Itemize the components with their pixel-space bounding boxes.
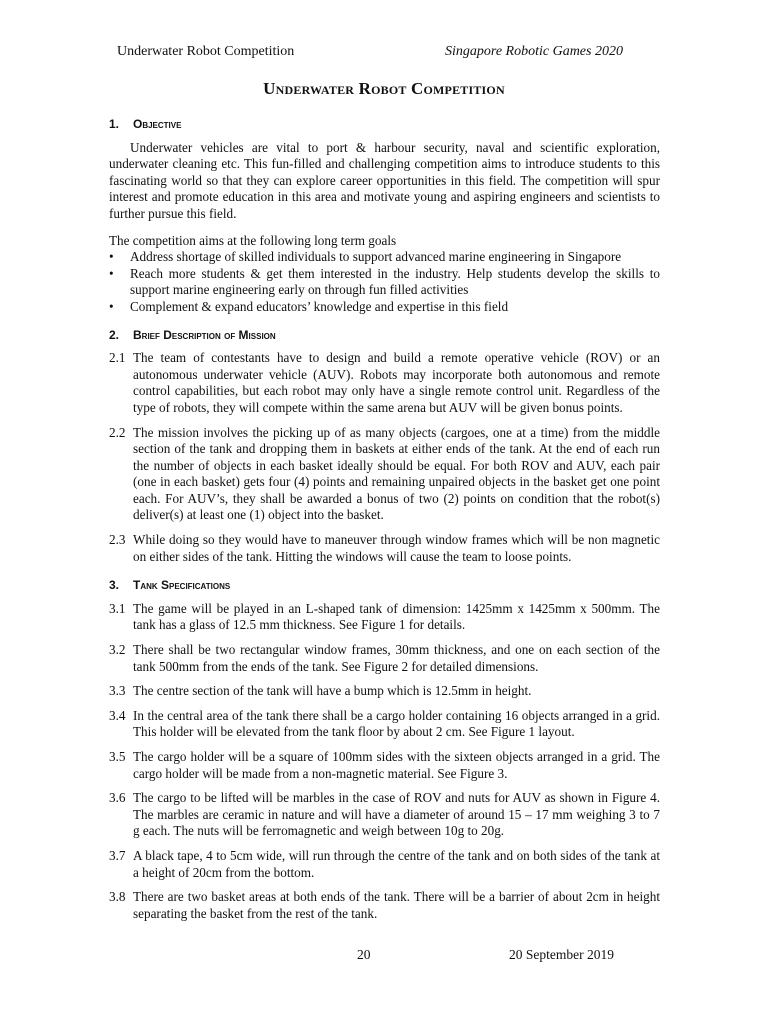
item-text: The mission involves the picking up of as many objects (cargoes, one at a time) from the middle section of the tank and dropping them in baskets at either ends of the tank. At the end of each run the number of objects in each basket ideally should be equal. For both ROV and AUV, each pair (one in each basket) gets four (4) points and remaining unpaired objects in the basket get one point each. For AUV’s, they shall be awarded a bonus of two (2) points on condition that the robot(s) deliver(s) at least one (1) object into the basket. xyxy=(133,424,660,523)
item-number: 3.7 xyxy=(109,847,126,863)
item-number: 3.8 xyxy=(109,889,126,905)
section-number: 2. xyxy=(109,327,120,342)
objective-paragraph: Underwater vehicles are vital to port & harbour security, naval and scientific exploration, underwater cleaning etc. This fun-filled and challenging competition aims to introduce students to this fascinating world so that they can explore career opportunities in this field. The competition will spur interest and promote education in this area and motivate young and aspiring engineers and scientists to further pursue this field. xyxy=(109,139,660,221)
footer-date: 20 September 2019 xyxy=(509,947,614,962)
section-heading-objective xyxy=(109,116,660,133)
section-heading-tank-specifications xyxy=(109,577,660,594)
item-text: A black tape, 4 to 5cm wide, will run through the centre of the tank and on both sides of the tank at a height of 20cm from the bottom. xyxy=(133,847,660,880)
page-number: 20 xyxy=(357,947,371,962)
list-item xyxy=(109,425,660,525)
section-title: Brief Description of Mission xyxy=(133,327,276,342)
bullet-icon: • xyxy=(109,298,114,314)
list-item xyxy=(109,350,660,416)
bullet-icon: • xyxy=(109,265,114,281)
item-text: The centre section of the tank will have a bump which is 12.5mm in height. xyxy=(133,683,532,699)
list-item xyxy=(109,601,660,634)
list-item xyxy=(109,848,660,881)
goals-list xyxy=(109,249,660,315)
running-header-right: Singapore Robotic Games 2020 xyxy=(445,44,623,59)
item-text: While doing so they would have to maneuver through window frames which will be non magnetic on either sides of the tank. Hitting the windows will cause the team to loose points. xyxy=(133,532,660,564)
page-title: Underwater Robot Competition xyxy=(263,79,505,98)
item-text: In the central area of the tank there shall be a cargo holder containing 16 objects arranged in a grid. This holder will be elevated from the tank floor by about 2 cm. See Figure 1 layout. xyxy=(133,707,660,740)
goals-intro: The competition aims at the following long term goals xyxy=(109,232,397,248)
item-number: 3.1 xyxy=(109,600,126,616)
section-heading-mission xyxy=(109,327,660,344)
section-title: Tank Specifications xyxy=(133,578,231,593)
list-item xyxy=(109,708,660,741)
item-number: 3.3 xyxy=(109,683,126,699)
list-item xyxy=(109,889,660,922)
item-number: 2.1 xyxy=(109,350,126,366)
bullet-icon: • xyxy=(109,249,114,265)
item-number: 2.2 xyxy=(109,424,126,440)
document-body xyxy=(109,116,660,930)
item-text: The team of contestants have to design and build a remote operative vehicle (ROV) or an autonomous underwater vehicle (AUV). Robots may incorporate both autonomous and remote control capabilities, but each robot may only have a single remote control unit. Regardless of the type of robots, they will compete within the same arena but AUV will be given bonus points. xyxy=(133,350,660,415)
list-item xyxy=(109,790,660,840)
list-item xyxy=(109,642,660,675)
section-title: Objective xyxy=(133,117,182,131)
item-number: 2.3 xyxy=(109,532,126,548)
item-text: There are two basket areas at both ends of the tank. There will be a barrier of about 2cm in height separating the basket from the rest of the tank. xyxy=(133,889,660,921)
item-text: The cargo holder will be a square of 100mm sides with the sixteen objects arranged in a grid. The cargo holder will be made from a non-magnetic material. See Figure 3. xyxy=(133,749,660,781)
section-number: 1. xyxy=(109,117,120,131)
item-text: The cargo to be lifted will be marbles in the case of ROV and nuts for AUV as shown in Figure 4. The marbles are ceramic in nature and will have a diameter of around 15 – 17 mm weighing 3 to 7 g each. The nuts will be ferromagnetic and weigh between 10g to 20g. xyxy=(133,790,660,839)
item-number: 3.5 xyxy=(109,749,126,764)
list-item: • Complement & expand educators’ knowledge and expertise in this field xyxy=(109,298,509,314)
list-item xyxy=(109,749,660,782)
item-text: There shall be two rectangular window frames, 30mm thickness, and one on each section of the tank 500mm from the ends of the tank. See Figure 2 for detailed dimensions. xyxy=(133,642,660,674)
item-text: The game will be played in an L-shaped tank of dimension: 1425mm x 1425mm x 500mm. The tank has a glass of 12.5 mm thickness. See Figure 1 for details. xyxy=(133,600,660,633)
item-number: 3.6 xyxy=(109,790,126,806)
list-item xyxy=(109,683,660,700)
running-header-left: Underwater Robot Competition xyxy=(117,44,295,59)
item-number: 3.2 xyxy=(109,642,126,658)
section-number: 3. xyxy=(109,578,120,593)
list-item: • Reach more students & get them interested in the industry. Help students develop the skills to support marine engineering early on through fun filled activities xyxy=(109,265,660,298)
list-item: • Address shortage of skilled individuals to support advanced marine engineering in Singapore xyxy=(109,249,622,265)
list-item xyxy=(109,532,660,565)
item-number: 3.4 xyxy=(109,707,126,723)
